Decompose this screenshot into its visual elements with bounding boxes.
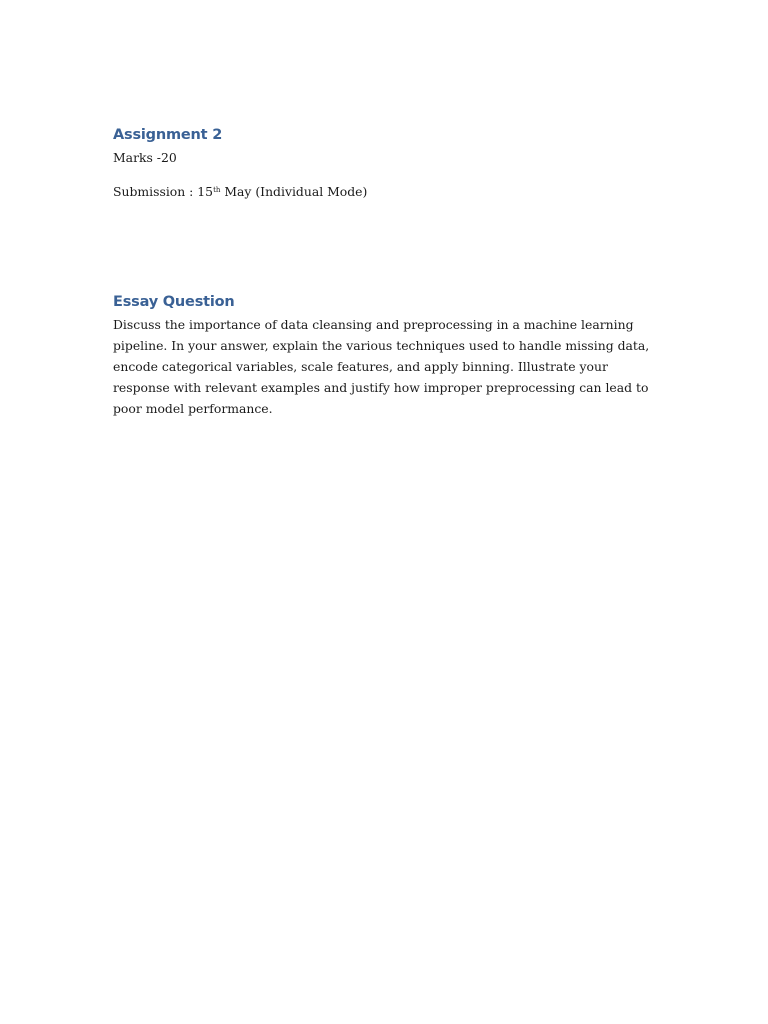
section-spacer (113, 202, 653, 291)
submission-ordinal-suffix: th (213, 186, 221, 194)
marks-text: Marks -20 (113, 150, 177, 165)
essay-question-heading: Essay Question (113, 294, 235, 310)
document-content (113, 124, 653, 419)
submission-prefix: Submission : 15 (113, 184, 214, 199)
submission-suffix: May (Individual Mode) (220, 184, 368, 199)
essay-question-body: Discuss the importance of data cleansing and preprocessing in a machine learning pipeline. In your answer, explain the various techniques used to handle missing data, encode categorical variables, scale features, and apply binning. Illustrate your response with relevant examples and justify how improper preprocessing can lead to poor model performance. (113, 317, 650, 416)
assignment-title: Assignment 2 (113, 127, 223, 143)
submission-text (113, 181, 653, 202)
